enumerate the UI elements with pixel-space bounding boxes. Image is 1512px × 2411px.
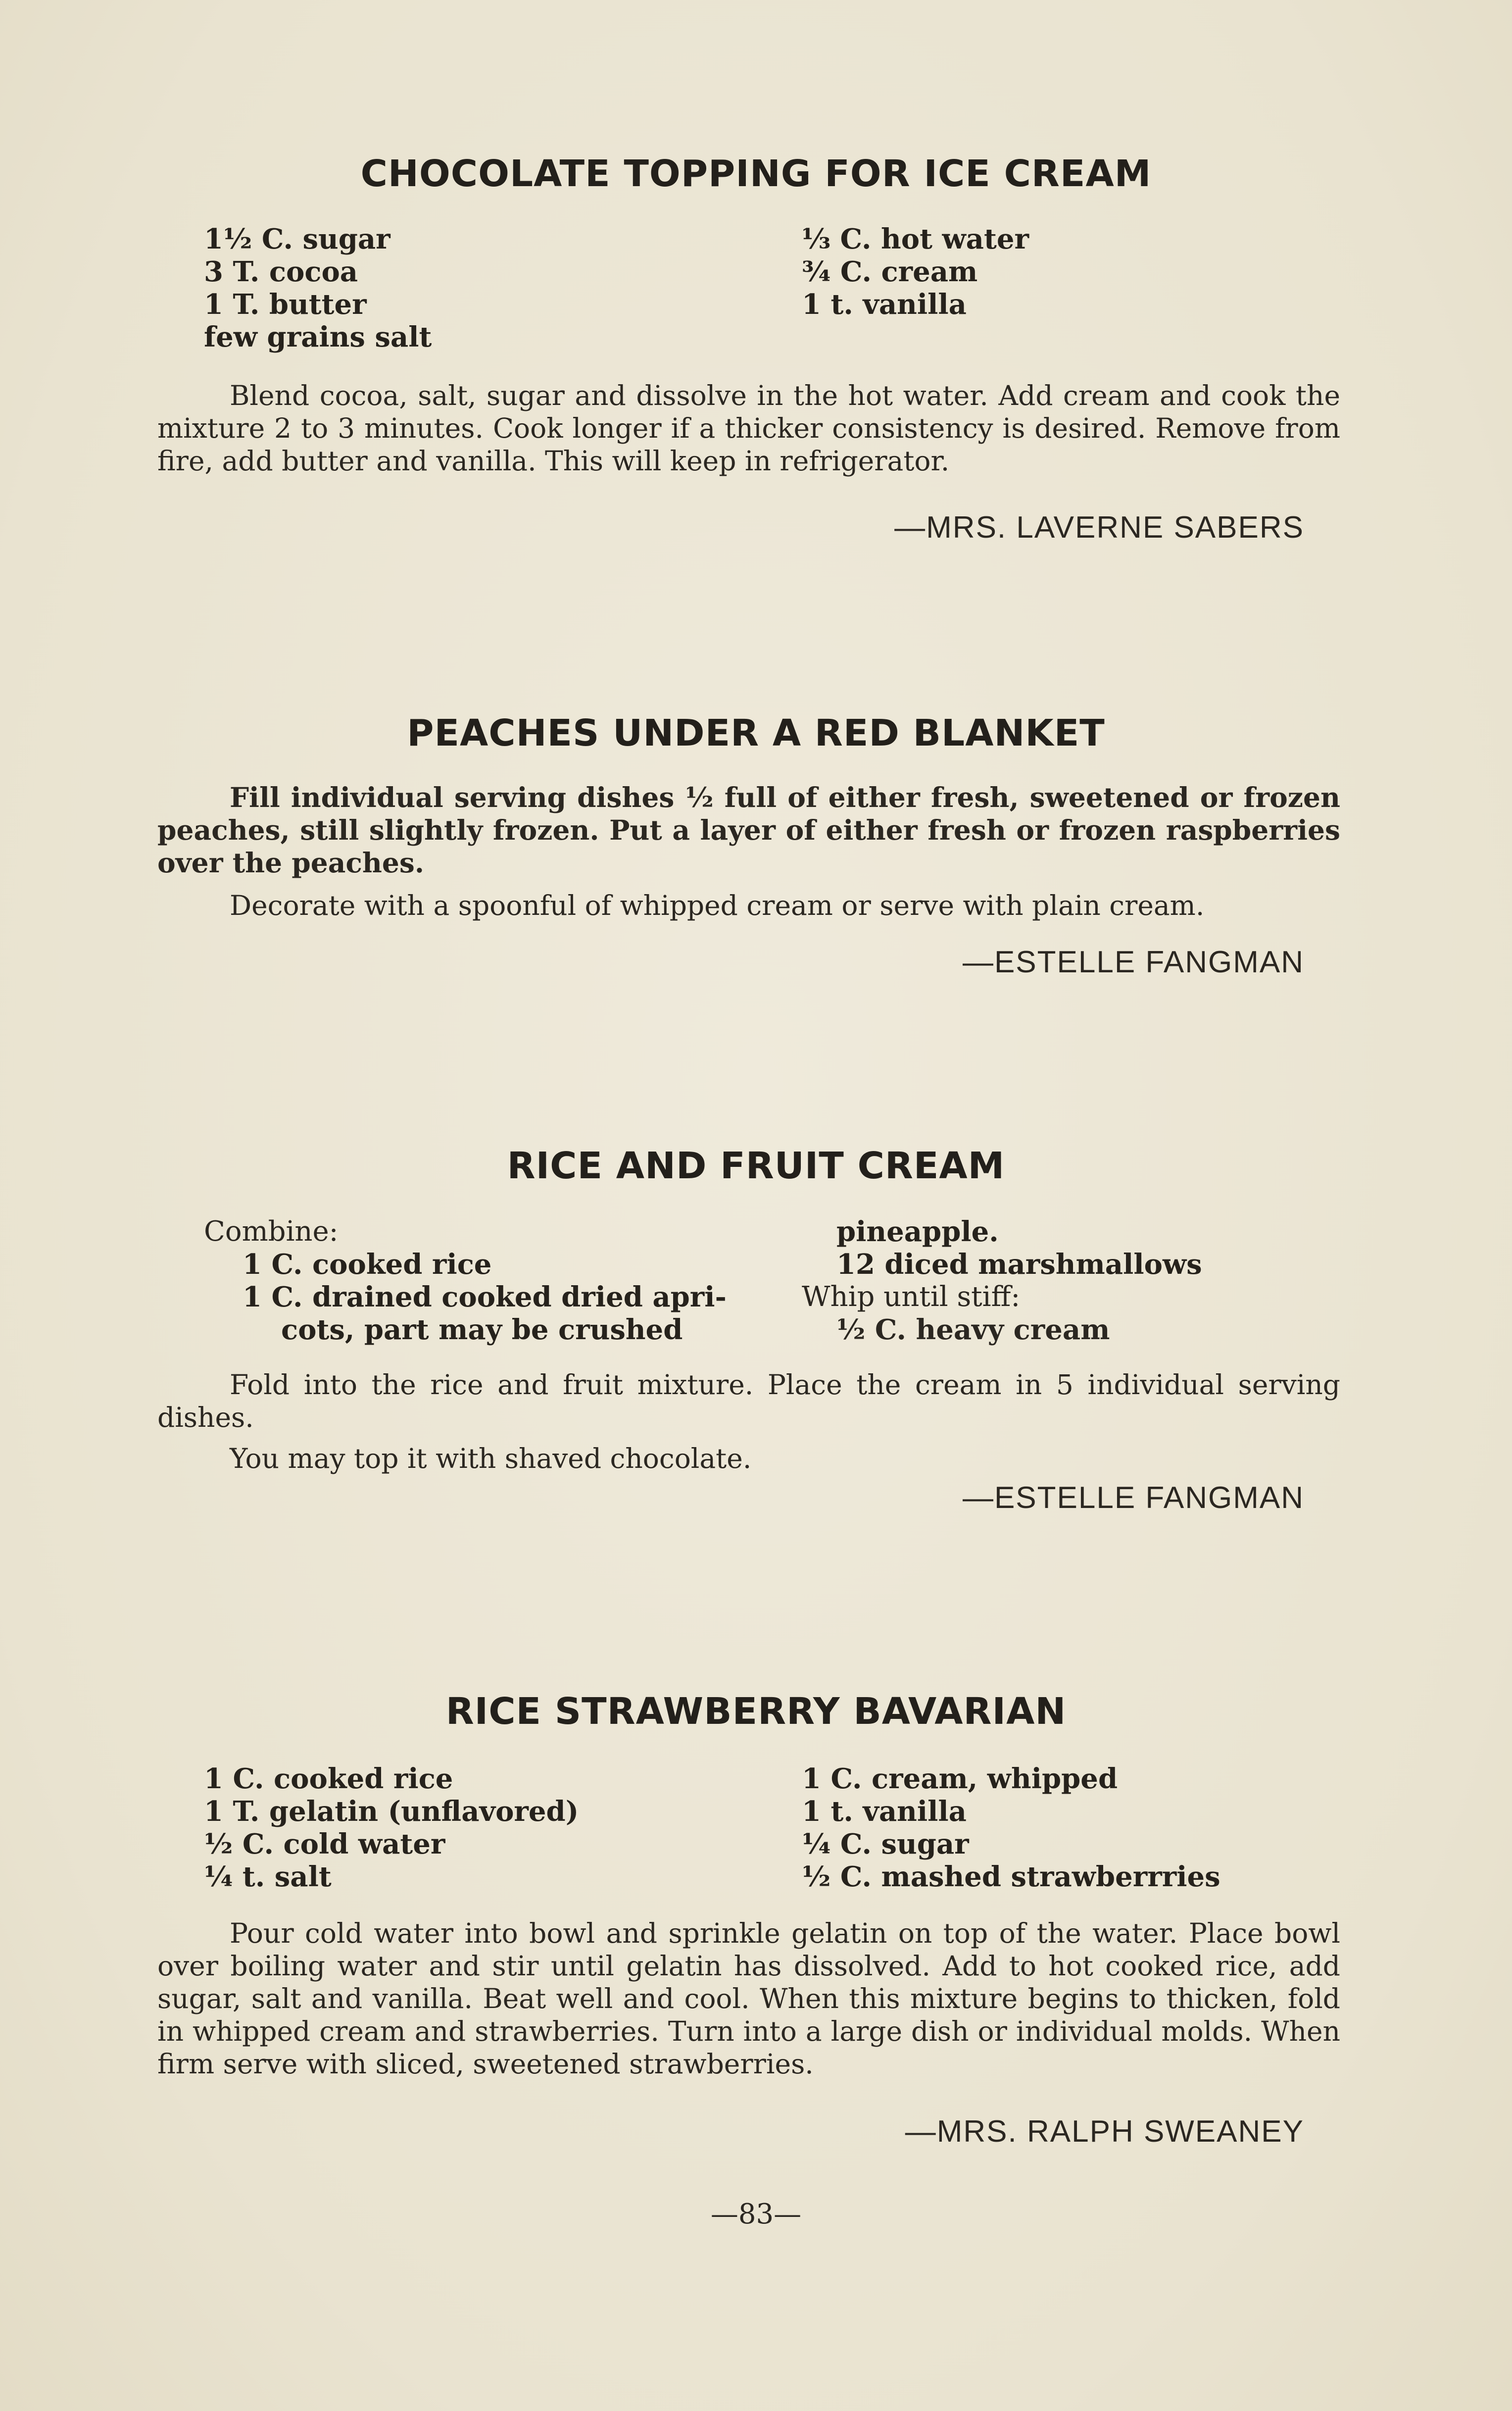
recipe-title: RICE AND FRUIT CREAM	[507, 1145, 1005, 1187]
ingredients-right	[836, 1215, 1202, 1281]
recipe-directions: Fold into the rice and fruit mixture. Place the cream in 5 individual serving dishes.	[157, 1369, 1340, 1433]
ingredient: 1 C. cream, whipped	[802, 1762, 1118, 1795]
recipe-title: RICE STRAWBERRY BAVARIAN	[445, 1690, 1067, 1733]
recipe-directions: Blend cocoa, salt, sugar and dissolve in the hot water. Add cream and cook the mixture 2 to 3 minutes. Cook longer if a thicker consistency is desired. Remove from fire, add butter and vanilla. This will keep in refrigerator.	[157, 380, 1340, 477]
ingredient: ¾ C. cream	[802, 255, 978, 288]
recipe-credit: —ESTELLE FANGMAN	[962, 1481, 1304, 1515]
ingredient: ½ C. cold water	[204, 1828, 445, 1860]
whip-ingredient: ½ C. heavy cream	[836, 1313, 1110, 1346]
ingredients-right	[802, 1762, 1220, 1893]
ingredient: ⅓ C. hot water	[802, 223, 1029, 255]
ingredient: 1½ C. sugar	[204, 223, 390, 255]
ingredient: 1 t. vanilla	[802, 1795, 967, 1828]
ingredient: ¼ C. sugar	[802, 1828, 969, 1860]
ingredient: 3 T. cocoa	[204, 255, 358, 288]
recipe-credit: —MRS. RALPH SWEANEY	[905, 2114, 1304, 2149]
ingredient: 1 C. drained cooked dried apri-	[243, 1281, 727, 1313]
ingredient: 1 t. vanilla	[802, 288, 967, 321]
whip-label: Whip until stiff:	[802, 1281, 1021, 1313]
combine-label: Combine:	[204, 1215, 339, 1248]
ingredient: 12 diced marshmallows	[836, 1248, 1202, 1281]
recipe-title: CHOCOLATE TOPPING FOR ICE CREAM	[360, 152, 1152, 195]
ingredient: pineapple.	[836, 1215, 999, 1248]
ingredient: 1 T. gelatin (unflavored)	[204, 1795, 579, 1828]
ingredient: cots, part may be crushed	[281, 1313, 683, 1346]
ingredients-left	[204, 1762, 579, 1893]
ingredients-left	[204, 223, 432, 353]
ingredient: ½ C. mashed strawberrries	[802, 1860, 1220, 1893]
recipe-bold-paragraph: Fill individual serving dishes ½ full of either fresh, sweetened or frozen peaches, still slightly frozen. Put a layer of either fresh or frozen raspberries over the peaches.	[157, 781, 1340, 879]
ingredient: few grains salt	[204, 321, 432, 353]
ingredient: 1 C. cooked rice	[243, 1248, 492, 1281]
recipe-credit: —ESTELLE FANGMAN	[962, 945, 1304, 979]
recipe-directions: Decorate with a spoonful of whipped cream or serve with plain cream.	[230, 890, 1205, 921]
ingredients-left	[243, 1248, 727, 1346]
recipe-directions: You may top it with shaved chocolate.	[230, 1443, 752, 1474]
recipe-title: PEACHES UNDER A RED BLANKET	[407, 712, 1105, 754]
recipe-directions: Pour cold water into bowl and sprinkle gelatin on top of the water. Place bowl over boiling water and stir until gelatin has dissolved. Add to hot cooked rice, add sugar, salt and vanilla. Beat well and cool. When this mixture begins to thicken, fold in whipped cream and strawberries. Turn into a large dish or individual molds. When firm serve with sliced, sweetened strawberries.	[157, 1917, 1340, 2080]
ingredient: 1 C. cooked rice	[204, 1762, 453, 1795]
ingredient: 1 T. butter	[204, 288, 367, 321]
ingredient: ¼ t. salt	[204, 1860, 332, 1893]
page-number: —83—	[710, 2198, 802, 2230]
recipe-credit: —MRS. LAVERNE SABERS	[894, 510, 1304, 545]
ingredients-right	[802, 223, 1029, 321]
